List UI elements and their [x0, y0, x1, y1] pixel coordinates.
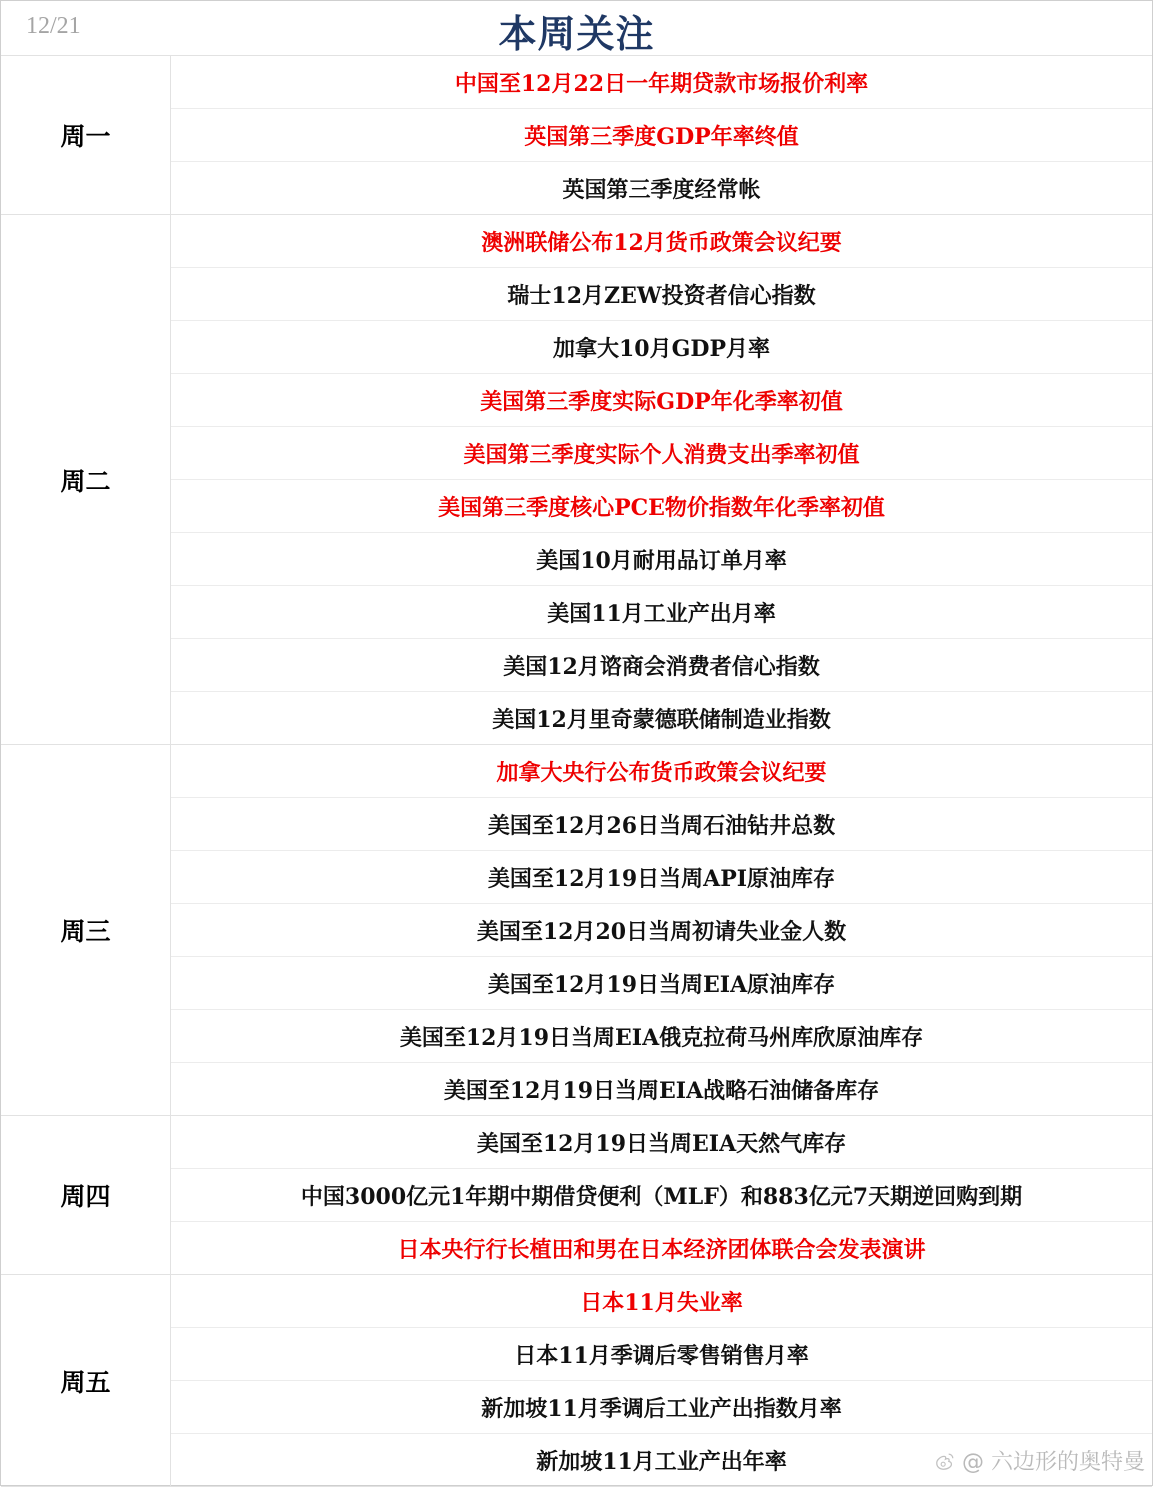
event-row: 美国至12月20日当周初请失业金人数: [171, 904, 1152, 957]
day-group: [1, 215, 1152, 745]
event-row: 中国至12月22日一年期贷款市场报价利率: [171, 56, 1152, 109]
event-row: 美国至12月19日当周EIA天然气库存: [171, 1116, 1152, 1169]
event-row: 美国10月耐用品订单月率: [171, 533, 1152, 586]
event-row: 美国11月工业产出月率: [171, 586, 1152, 639]
event-row: 美国第三季度实际GDP年化季率初值: [171, 374, 1152, 427]
page-number: 12/21: [26, 13, 81, 39]
day-label: 周五: [1, 1275, 171, 1486]
event-row: 瑞士12月ZEW投资者信心指数: [171, 268, 1152, 321]
event-row: 加拿大央行公布货币政策会议纪要: [171, 745, 1152, 798]
schedule-table: [1, 56, 1152, 1487]
event-list: [171, 745, 1152, 1115]
event-row: 美国至12月26日当周石油钻井总数: [171, 798, 1152, 851]
day-group: [1, 745, 1152, 1116]
event-list: [171, 215, 1152, 744]
event-row: 美国第三季度核心PCE物价指数年化季率初值: [171, 480, 1152, 533]
event-row: 日本央行行长植田和男在日本经济团体联合会发表演讲: [397, 1236, 926, 1263]
event-row: 美国至12月19日当周EIA原油库存: [171, 957, 1152, 1010]
day-label: 周二: [1, 215, 171, 744]
day-label: 周四: [1, 1116, 171, 1274]
event-row: 美国第三季度实际个人消费支出季率初值: [171, 427, 1152, 480]
event-row: 日本11月季调后零售销售月率: [171, 1328, 1152, 1381]
event-row: 英国第三季度经常帐: [562, 176, 761, 203]
header: [1, 1, 1152, 56]
weibo-logo-icon: [934, 1450, 956, 1472]
event-row: 美国至12月19日当周EIA战略石油储备库存: [443, 1077, 880, 1104]
day-label: 周一: [1, 56, 171, 214]
event-row: 新加坡11月工业产出年率: [536, 1448, 787, 1475]
event-row: 加拿大10月GDP月率: [171, 321, 1152, 374]
event-list: [171, 56, 1152, 214]
event-row: 澳洲联储公布12月货币政策会议纪要: [171, 215, 1152, 268]
watermark-text: @ 六边形的奥特曼: [962, 1450, 1145, 1475]
watermark: [934, 1445, 1145, 1476]
event-row: 美国12月谘商会消费者信心指数: [171, 639, 1152, 692]
page-title: 本周关注: [498, 11, 655, 56]
event-row: 日本11月失业率: [171, 1275, 1152, 1328]
day-group: [1, 1116, 1152, 1275]
event-row: 美国至12月19日当周EIA俄克拉荷马州库欣原油库存: [171, 1010, 1152, 1063]
day-label: 周三: [1, 745, 171, 1115]
event-row: 新加坡11月季调后工业产出指数月率: [171, 1381, 1152, 1434]
event-row: 英国第三季度GDP年率终值: [171, 109, 1152, 162]
event-row: 美国至12月19日当周API原油库存: [171, 851, 1152, 904]
event-list: [171, 1116, 1152, 1274]
day-group: [1, 56, 1152, 215]
event-row: 中国3000亿元1年期中期借贷便利（MLF）和883亿元7天期逆回购到期: [171, 1169, 1152, 1222]
event-row: 美国12月里奇蒙德联储制造业指数: [492, 706, 831, 733]
